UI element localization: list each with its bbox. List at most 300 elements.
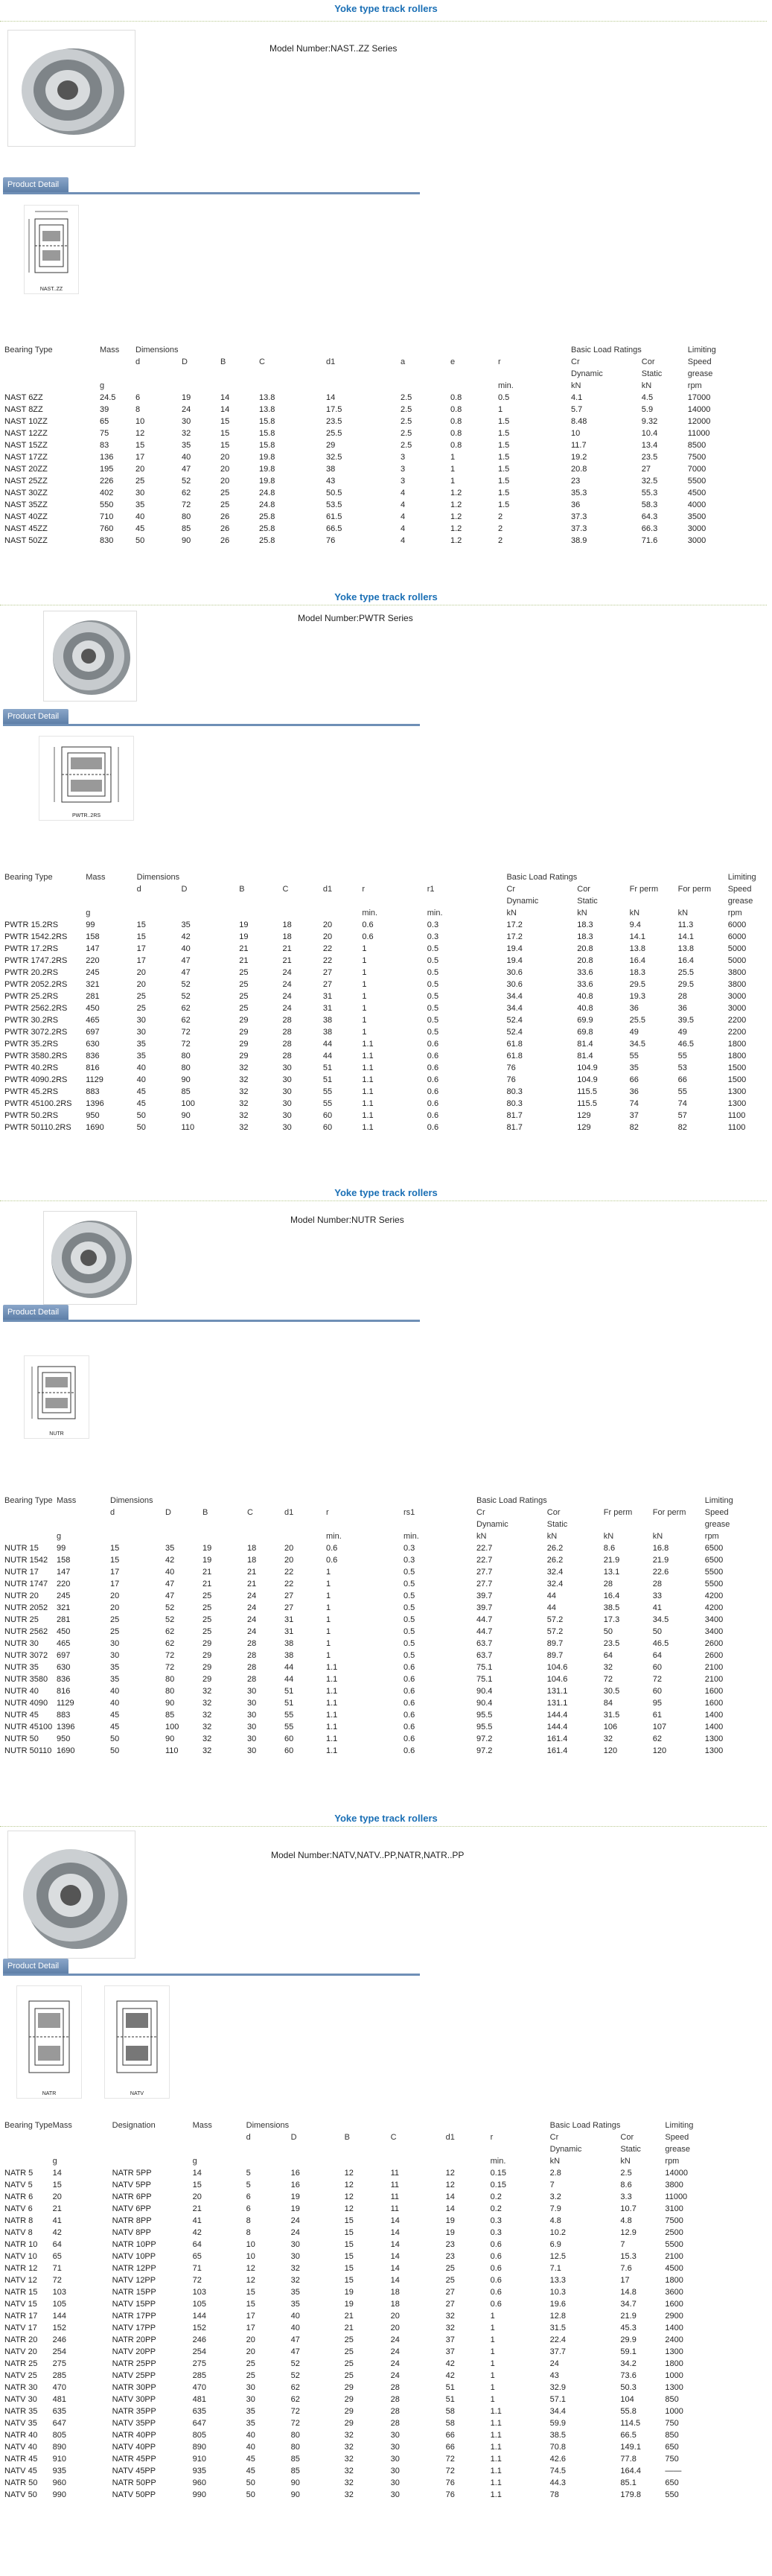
table-cell: 24 xyxy=(282,968,292,977)
table-cell: 71 xyxy=(52,2264,62,2273)
table-cell: NATR 40PP xyxy=(112,2431,156,2440)
table-cell: 52 xyxy=(165,1615,175,1624)
table-cell: 246 xyxy=(52,2335,66,2344)
table-cell: 960 xyxy=(52,2478,66,2487)
table-cell: 30 xyxy=(247,1687,257,1696)
table-cell: 72 xyxy=(165,1651,175,1660)
table-cell: 0.5 xyxy=(427,1016,439,1025)
table-header-cell xyxy=(259,368,326,380)
table-cell: 2.5 xyxy=(401,405,412,414)
table-cell: 3400 xyxy=(704,1627,724,1636)
table-row xyxy=(4,1074,772,1086)
table-cell: 12.8 xyxy=(549,2312,567,2321)
table-header-cell xyxy=(112,2155,193,2167)
table-cell: 129 xyxy=(577,1111,591,1120)
table-row xyxy=(4,2465,717,2477)
table-cell: PWTR 45.2RS xyxy=(4,1087,59,1096)
table-cell: 62 xyxy=(652,1734,663,1743)
table-cell: 245 xyxy=(86,968,100,977)
table-header-cell: C xyxy=(259,357,265,366)
table-cell: 47 xyxy=(165,1580,175,1588)
table-cell: NATV 5 xyxy=(4,2181,33,2189)
table-cell: 37 xyxy=(445,2335,455,2344)
table-cell: 10.3 xyxy=(549,2288,567,2297)
table-cell: 29.9 xyxy=(620,2335,637,2344)
table-cell: 35 xyxy=(629,1063,639,1072)
table-cell: 75 xyxy=(100,429,109,438)
table-cell: 1800 xyxy=(665,2359,683,2368)
table-cell: 34.4 xyxy=(506,1004,523,1013)
table-cell: 78 xyxy=(549,2490,559,2499)
table-cell: 80 xyxy=(165,1675,175,1684)
table-row xyxy=(4,1110,772,1122)
table-cell: 910 xyxy=(52,2455,66,2464)
table-cell: NAST 50ZZ xyxy=(4,536,48,545)
table-header-cell xyxy=(391,2119,446,2131)
table-cell: 85 xyxy=(290,2455,300,2464)
table-header-cell: g xyxy=(86,909,91,917)
table-cell: 465 xyxy=(86,1016,100,1025)
table-cell: 71 xyxy=(192,2264,202,2273)
table-cell: NUTR 3072 xyxy=(4,1651,48,1660)
table-cell: 25 xyxy=(110,1615,120,1624)
table-cell: 254 xyxy=(192,2347,206,2356)
table-cell: 4 xyxy=(401,512,406,521)
section-title: Yoke type track rollers xyxy=(334,591,438,602)
table-cell: 21 xyxy=(344,2312,354,2321)
table-cell: 44.7 xyxy=(476,1627,493,1636)
table-cell: NATR 30PP xyxy=(112,2383,156,2392)
table-cell: 1.1 xyxy=(490,2419,502,2428)
table-header-cell: Speed xyxy=(727,885,752,894)
table-cell: 32 xyxy=(445,2324,455,2332)
table-cell: 0.6 xyxy=(427,1040,439,1049)
table-cell: 61.8 xyxy=(506,1052,523,1060)
table-cell: 89.7 xyxy=(546,1639,564,1648)
table-cell: 8.6 xyxy=(620,2181,632,2189)
table-cell: 90 xyxy=(181,1111,191,1120)
table-cell: 62 xyxy=(182,489,191,497)
table-cell: 30 xyxy=(282,1111,292,1120)
table-cell: 29 xyxy=(202,1651,212,1660)
table-row xyxy=(4,2251,717,2262)
table-cell: 45 xyxy=(110,1723,120,1731)
table-header-cell: kN xyxy=(641,381,652,390)
table-cell: 1.1 xyxy=(326,1687,338,1696)
product-detail-tab[interactable]: Product Detail xyxy=(3,709,68,724)
table-row xyxy=(4,451,740,463)
table-cell: 0.6 xyxy=(490,2276,502,2285)
table-cell: 2100 xyxy=(665,2252,683,2261)
table-cell: 3 xyxy=(401,453,406,462)
table-header-cell: kN xyxy=(652,1532,663,1541)
table-cell: 34.7 xyxy=(620,2300,637,2309)
table-cell: 25 xyxy=(135,477,145,486)
table-header-cell: d xyxy=(246,2133,251,2142)
table-cell: 1 xyxy=(326,1627,331,1636)
table-cell: 1.1 xyxy=(326,1675,338,1684)
table-header-cell: grease xyxy=(687,369,713,378)
table-cell: 0.5 xyxy=(403,1615,415,1624)
table-cell: 12 xyxy=(344,2204,354,2213)
table-header-cell: Dynamic xyxy=(506,897,539,906)
table-cell: 2100 xyxy=(704,1663,724,1672)
table-cell: 15 xyxy=(220,429,230,438)
table-cell: 10 xyxy=(246,2252,255,2261)
table-cell: PWTR 3580.2RS xyxy=(4,1052,68,1060)
table-header-cell: Designation xyxy=(112,2121,156,2130)
table-cell: 18.3 xyxy=(629,968,646,977)
table-cell: PWTR 50110.2RS xyxy=(4,1123,71,1132)
table-cell: 30 xyxy=(247,1723,257,1731)
table-cell: 90.4 xyxy=(476,1699,493,1708)
table-cell: 0.3 xyxy=(403,1556,415,1565)
table-cell: 29.5 xyxy=(629,980,646,989)
table-cell: 18.3 xyxy=(577,920,593,929)
table-cell: 1.2 xyxy=(450,512,462,521)
table-cell: 850 xyxy=(665,2395,679,2404)
table-header-cell: Cor xyxy=(641,357,655,366)
table-row xyxy=(4,499,740,511)
table-header-cell xyxy=(653,1495,705,1507)
table-cell: 31.5 xyxy=(603,1711,620,1720)
table-header-cell xyxy=(182,907,240,919)
table-cell: 10.4 xyxy=(641,429,658,438)
table-cell: 32 xyxy=(290,2264,300,2273)
table-cell: 1 xyxy=(326,1591,331,1600)
table-cell: 245 xyxy=(57,1591,71,1600)
table-cell: 28 xyxy=(247,1675,257,1684)
product-detail-tab[interactable]: Product Detail xyxy=(3,1305,68,1320)
table-cell: 18 xyxy=(247,1556,257,1565)
table-cell: 710 xyxy=(100,512,114,521)
table-cell: 1 xyxy=(498,405,503,414)
table-cell: 220 xyxy=(57,1580,71,1588)
table-cell: 750 xyxy=(665,2455,679,2464)
table-header-cell: kN xyxy=(506,909,517,917)
table-cell: 62 xyxy=(165,1627,175,1636)
table-cell: 25 xyxy=(445,2264,455,2273)
table-cell: 25 xyxy=(239,992,249,1001)
table-cell: 25 xyxy=(246,2359,255,2368)
table-header-cell: d1 xyxy=(445,2133,455,2142)
table-cell: 19.4 xyxy=(506,956,523,965)
table-cell: 158 xyxy=(57,1556,71,1565)
table-cell: 17.2 xyxy=(506,920,523,929)
table-cell: 1.1 xyxy=(362,1063,374,1072)
table-cell: 81.7 xyxy=(506,1123,523,1132)
table-cell: 14 xyxy=(390,2264,400,2273)
table-cell: 14 xyxy=(390,2240,400,2249)
product-detail-tab[interactable]: Product Detail xyxy=(3,1959,68,1974)
table-cell: 1 xyxy=(326,1639,331,1648)
table-cell: 15 xyxy=(220,417,230,426)
table-cell: 24 xyxy=(182,405,191,414)
table-header-cell: Cr xyxy=(549,2133,559,2142)
table-cell: 24 xyxy=(390,2347,400,2356)
table-row xyxy=(4,2227,717,2239)
table-cell: 55 xyxy=(322,1087,333,1096)
table-cell: NAST 35ZZ xyxy=(4,500,48,509)
table-cell: 39.5 xyxy=(677,1016,695,1025)
table-cell: 80 xyxy=(181,1052,191,1060)
table-header-cell xyxy=(547,1495,604,1507)
table-cell: 12 xyxy=(246,2264,255,2273)
table-cell: 1 xyxy=(326,1651,331,1660)
table-cell: 0.6 xyxy=(326,1556,338,1565)
table-cell: 14 xyxy=(52,2169,62,2178)
table-header-cell: D xyxy=(182,357,188,366)
table-header-cell: C xyxy=(247,1508,253,1517)
table-cell: 35 xyxy=(135,500,145,509)
table-cell: NATR 15PP xyxy=(112,2288,156,2297)
table-cell: 58.3 xyxy=(641,500,658,509)
table-cell: 24 xyxy=(390,2359,400,2368)
table-cell: 32 xyxy=(202,1699,212,1708)
table-cell: 80.3 xyxy=(506,1099,523,1108)
table-cell: 19.6 xyxy=(549,2300,567,2309)
table-header-cell xyxy=(100,356,135,368)
table-cell: 51 xyxy=(284,1687,294,1696)
table-cell: 30 xyxy=(247,1734,257,1743)
table-header-cell xyxy=(137,895,182,907)
table-cell: 85 xyxy=(290,2467,300,2475)
product-photo xyxy=(43,611,137,702)
table-row xyxy=(4,2405,717,2417)
table-cell: 45 xyxy=(136,1087,146,1096)
table-cell: 1.5 xyxy=(498,417,510,426)
table-cell: 0.15 xyxy=(490,2181,507,2189)
table-cell: 83 xyxy=(100,441,109,450)
table-cell: 30 xyxy=(282,1063,292,1072)
table-cell: 0.5 xyxy=(403,1591,415,1600)
table-cell: 20 xyxy=(136,980,146,989)
table-cell: 15 xyxy=(136,932,146,941)
table-cell: PWTR 17.2RS xyxy=(4,944,59,953)
table-cell: 21 xyxy=(247,1580,257,1588)
table-header-cell xyxy=(4,2131,53,2143)
table-cell: 1.1 xyxy=(362,1040,374,1049)
table-cell: 60 xyxy=(284,1746,294,1755)
technical-drawing xyxy=(24,205,79,294)
table-cell: 144.4 xyxy=(546,1711,568,1720)
table-cell: NUTR 4090 xyxy=(4,1699,48,1708)
table-cell: 60 xyxy=(322,1111,333,1120)
table-header-cell xyxy=(291,2119,345,2131)
table-cell: 42 xyxy=(445,2371,455,2380)
table-cell: PWTR 30.2RS xyxy=(4,1016,59,1025)
product-detail-tab[interactable]: Product Detail xyxy=(3,177,68,192)
table-cell: NATR 12 xyxy=(4,2264,38,2273)
table-cell: 20 xyxy=(220,465,230,474)
table-row xyxy=(4,1685,750,1697)
table-cell: 25 xyxy=(344,2371,354,2380)
table-cell: 13.4 xyxy=(641,441,658,450)
table-cell: 1600 xyxy=(665,2300,683,2309)
technical-drawing xyxy=(24,1355,89,1439)
table-cell: 37 xyxy=(629,1111,639,1120)
table-cell: NUTR 20 xyxy=(4,1591,39,1600)
table-cell: 81.4 xyxy=(577,1040,593,1049)
table-cell: 20 xyxy=(52,2192,62,2201)
table-cell: 90 xyxy=(181,1075,191,1084)
table-cell: 1600 xyxy=(704,1699,724,1708)
table-cell: 25.8 xyxy=(259,524,275,533)
table-cell: 850 xyxy=(665,2431,679,2440)
table-cell: 1 xyxy=(450,453,456,462)
table-header-cell: rpm xyxy=(727,909,742,917)
table-cell: 1500 xyxy=(727,1075,747,1084)
section-pwtr xyxy=(0,588,772,1199)
table-cell: 76 xyxy=(506,1063,516,1072)
table-cell: 7500 xyxy=(687,453,706,462)
table-header-cell xyxy=(326,368,401,380)
table-row xyxy=(4,979,772,990)
table-cell: 816 xyxy=(86,1063,100,1072)
table-cell: 29 xyxy=(344,2419,354,2428)
table-cell: 0.5 xyxy=(427,980,439,989)
table-cell: 5000 xyxy=(727,944,747,953)
table-cell: NATV 12PP xyxy=(112,2276,156,2285)
table-cell: 47 xyxy=(290,2335,300,2344)
table-cell: 25 xyxy=(344,2347,354,2356)
table-cell: 402 xyxy=(100,489,114,497)
table-cell: 32 xyxy=(239,1063,249,1072)
table-header-cell xyxy=(112,2131,193,2143)
table-cell: 32 xyxy=(202,1723,212,1731)
table-cell: 1400 xyxy=(704,1723,724,1731)
table-cell: 27 xyxy=(284,1591,294,1600)
table-row xyxy=(4,2310,717,2322)
table-cell: 85 xyxy=(182,524,191,533)
table-row xyxy=(4,2489,717,2501)
table-row xyxy=(4,2453,717,2465)
table-cell: 14 xyxy=(326,393,336,402)
table-cell: 1400 xyxy=(665,2324,683,2332)
table-cell: 0.6 xyxy=(427,1111,439,1120)
table-cell: NATV 17PP xyxy=(112,2324,156,2332)
table-cell: NATV 12 xyxy=(4,2276,37,2285)
table-cell: 41 xyxy=(192,2216,202,2225)
table-header-cell xyxy=(401,380,450,392)
table-cell: 20 xyxy=(246,2335,255,2344)
table-cell: 22.7 xyxy=(476,1544,493,1553)
table-cell: 179.8 xyxy=(620,2490,641,2499)
table-cell: 5500 xyxy=(665,2240,683,2249)
table-cell: 6.9 xyxy=(549,2240,561,2249)
table-header-cell: r xyxy=(490,2133,494,2142)
table-cell: 0.2 xyxy=(490,2192,502,2201)
table-cell: 0.6 xyxy=(403,1746,415,1755)
table-cell: 3000 xyxy=(727,1004,747,1013)
table-cell: 35 xyxy=(165,1544,175,1553)
table-cell: 21 xyxy=(52,2204,62,2213)
table-header-cell xyxy=(401,344,450,356)
table-cell: 4.1 xyxy=(571,393,583,402)
table-header-cell xyxy=(446,2119,491,2131)
table-cell: 20.8 xyxy=(577,956,593,965)
table-cell: 1 xyxy=(362,992,367,1001)
table-cell: 144 xyxy=(192,2312,206,2321)
table-header-row xyxy=(4,368,740,380)
table-row xyxy=(4,1614,750,1626)
table-cell: 990 xyxy=(192,2490,206,2499)
table-cell: 52 xyxy=(290,2359,300,2368)
table-cell: 1 xyxy=(362,968,367,977)
table-cell: 1300 xyxy=(665,2347,683,2356)
table-cell: 63.7 xyxy=(476,1639,493,1648)
table-header-cell xyxy=(246,2143,291,2155)
table-cell: 32 xyxy=(239,1075,249,1084)
table-cell: 52 xyxy=(165,1603,175,1612)
table-cell: 152 xyxy=(192,2324,206,2332)
table-cell: 25.8 xyxy=(259,536,275,545)
table-header-cell xyxy=(4,907,86,919)
table-cell: 164.4 xyxy=(620,2467,641,2475)
table-cell: 37.3 xyxy=(571,512,587,521)
table-cell: 40 xyxy=(136,1075,146,1084)
table-cell: 1 xyxy=(362,956,367,965)
table-cell: 0.15 xyxy=(490,2169,507,2178)
table-header-cell xyxy=(220,368,259,380)
table-cell: —— xyxy=(665,2467,682,2475)
table-cell: 32.4 xyxy=(546,1580,564,1588)
table-cell: 59.9 xyxy=(549,2419,567,2428)
table-cell: 1396 xyxy=(86,1099,104,1108)
table-cell: 16 xyxy=(290,2169,300,2178)
table-cell: NAST 20ZZ xyxy=(4,465,48,474)
table-cell: 1.1 xyxy=(326,1746,338,1755)
table-cell: 72 xyxy=(181,1040,191,1049)
table-cell: 39.7 xyxy=(476,1603,493,1612)
table-cell: NATR 12PP xyxy=(112,2264,156,2273)
product-photo xyxy=(7,30,135,147)
table-header-cell xyxy=(165,1518,202,1530)
table-cell: 1 xyxy=(362,1016,367,1025)
table-cell: 2.5 xyxy=(401,417,412,426)
table-row xyxy=(4,2167,717,2179)
table-cell: 27.7 xyxy=(476,1580,493,1588)
table-header-cell: d xyxy=(135,357,141,366)
table-cell: 161.4 xyxy=(546,1746,568,1755)
table-cell: NUTR 35 xyxy=(4,1663,39,1672)
table-header-cell: g xyxy=(192,2157,197,2166)
table-header-cell: a xyxy=(401,357,406,366)
table-cell: NATR 35PP xyxy=(112,2407,156,2416)
table-row xyxy=(4,1062,772,1074)
table-header-cell xyxy=(345,2155,391,2167)
table-cell: 53 xyxy=(677,1063,687,1072)
table-cell: 16.4 xyxy=(677,956,695,965)
table-cell: 1300 xyxy=(704,1746,724,1755)
table-cell: 12.5 xyxy=(549,2252,567,2261)
table-cell: 1 xyxy=(490,2383,495,2392)
table-cell: 2200 xyxy=(727,1016,747,1025)
table-cell: 1.2 xyxy=(450,536,462,545)
table-cell: 30 xyxy=(390,2490,400,2499)
table-header-cell: Static xyxy=(641,369,663,378)
tab-underline xyxy=(3,192,420,194)
table-cell: 0.6 xyxy=(427,1052,439,1060)
table-cell: 19 xyxy=(445,2228,455,2237)
table-cell: 805 xyxy=(52,2431,66,2440)
table-cell: 57.1 xyxy=(549,2395,567,2404)
table-cell: 72 xyxy=(290,2407,300,2416)
table-cell: NUTR 30 xyxy=(4,1639,39,1648)
table-cell: 32 xyxy=(445,2312,455,2321)
table-cell: 44.3 xyxy=(549,2478,567,2487)
table-row xyxy=(4,487,740,499)
